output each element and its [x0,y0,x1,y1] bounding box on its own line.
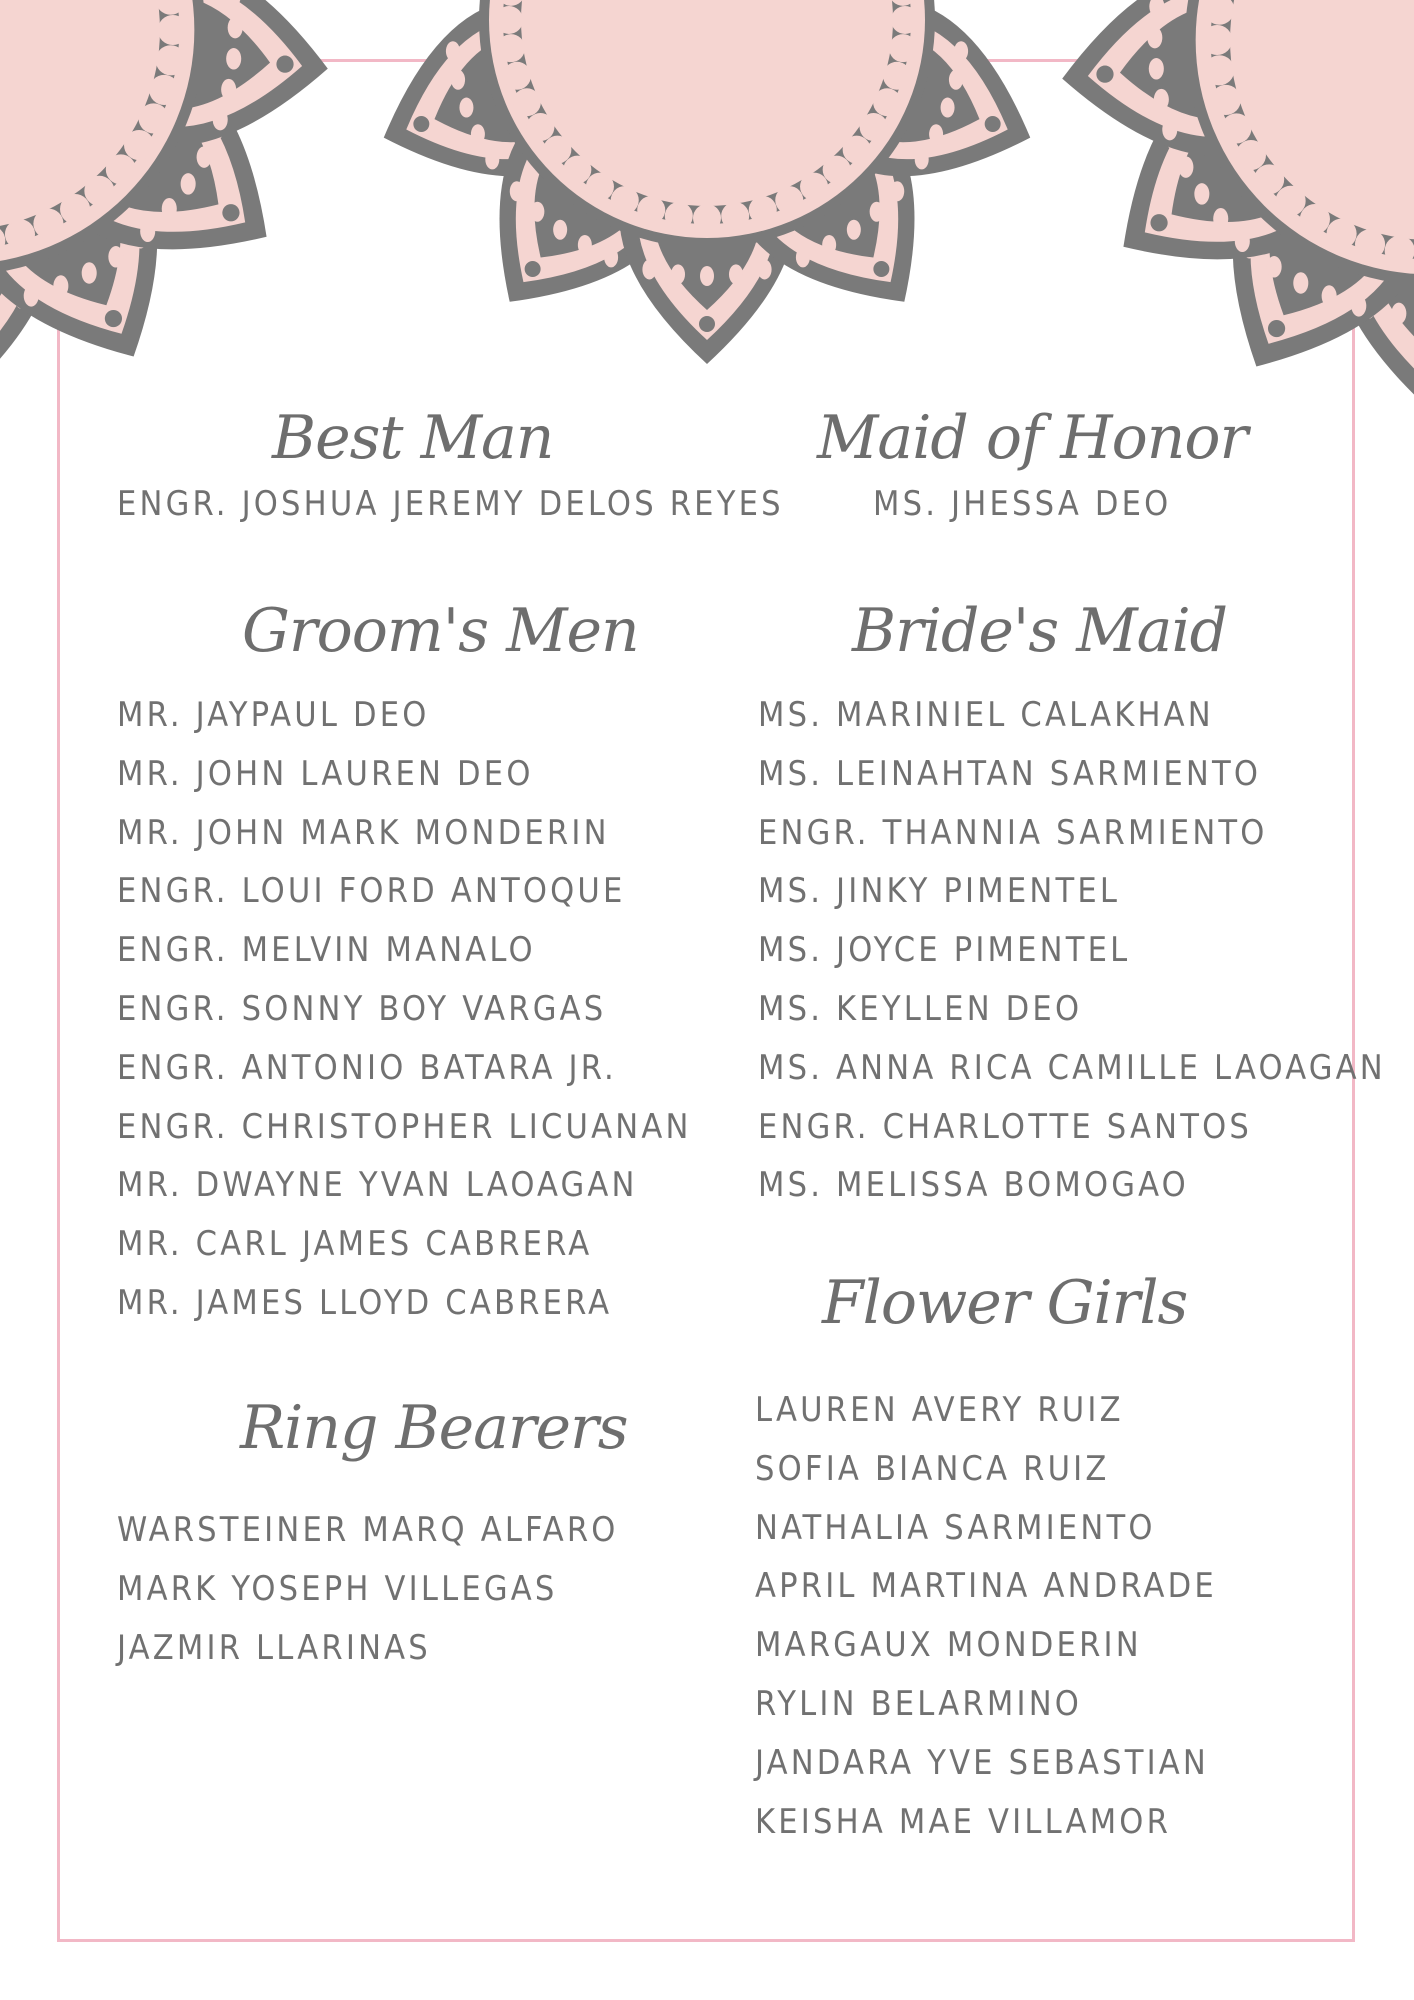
maid-of-honor-heading: Maid of Honor [817,403,1248,473]
list-item: MR. JAYPAUL DEO [117,695,430,735]
list-item: ENGR. THANNIA SARMIENTO [758,812,1268,853]
list-item: MR. JOHN MARK MONDERIN [117,812,610,853]
list-item: ENGR. MELVIN MANALO [117,930,536,971]
list-item: MARGAUX MONDERIN [755,1625,1142,1666]
list-item: MR. JOHN LAUREN DEO [117,753,534,794]
list-item: SOFIA BIANCA RUIZ [755,1448,1110,1489]
list-item: MR. DWAYNE YVAN LAOAGAN [117,1165,638,1206]
best-man-heading: Best Man [272,403,554,473]
list-item: MS. LEINAHTAN SARMIENTO [758,753,1262,794]
list-item: ENGR. SONNY BOY VARGAS [117,988,607,1029]
list-item: RYLIN BELARMINO [755,1683,1083,1724]
list-item: APRIL MARTINA ANDRADE [755,1566,1217,1607]
grooms-men-heading: Groom's Men [242,596,639,666]
list-item: MS. ANNA RICA CAMILLE LAOAGAN [758,1047,1386,1088]
brides-maid-heading: Bride's Maid [852,596,1228,666]
list-item: MS. MELISSA BOMOGAO [758,1165,1189,1206]
list-item: MS. MARINIEL CALAKHAN [758,695,1214,735]
ring-bearers-heading: Ring Bearers [240,1393,628,1463]
list-item: WARSTEINER MARQ ALFARO [117,1510,619,1550]
list-item: ENGR. LOUI FORD ANTOQUE [117,871,626,912]
maid-of-honor-name: MS. JHESSA DEO [873,484,1172,524]
list-item: ENGR. ANTONIO BATARA JR. [117,1047,617,1088]
best-man-name: ENGR. JOSHUA JEREMY DELOS REYES [117,484,784,524]
list-item: KEISHA MAE VILLAMOR [755,1801,1172,1842]
mandala-center [384,0,1031,364]
list-item: ENGR. CHARLOTTE SANTOS [758,1106,1253,1147]
list-item: MS. JOYCE PIMENTEL [758,930,1131,971]
list-item: LAUREN AVERY RUIZ [755,1390,1124,1430]
list-item: JAZMIR LLARINAS [117,1627,431,1668]
list-item: ENGR. CHRISTOPHER LICUANAN [117,1106,692,1147]
ring-bearers-list [117,1501,619,1677]
list-item: MS. JINKY PIMENTEL [758,871,1121,912]
list-item: NATHALIA SARMIENTO [755,1507,1156,1548]
list-item: MR. JAMES LLOYD CABRERA [117,1282,613,1323]
list-item: JANDARA YVE SEBASTIAN [755,1742,1209,1783]
flower-girls-heading: Flower Girls [822,1268,1188,1338]
brides-maid-list [758,686,1386,1215]
grooms-men-list [117,686,692,1333]
mandala-left [0,0,328,400]
list-item: MR. CARL JAMES CABRERA [117,1224,593,1265]
list-item: MS. KEYLLEN DEO [758,988,1083,1029]
mandala-right [1062,0,1414,410]
list-item: MARK YOSEPH VILLEGAS [117,1568,558,1609]
flower-girls-list [755,1381,1217,1851]
